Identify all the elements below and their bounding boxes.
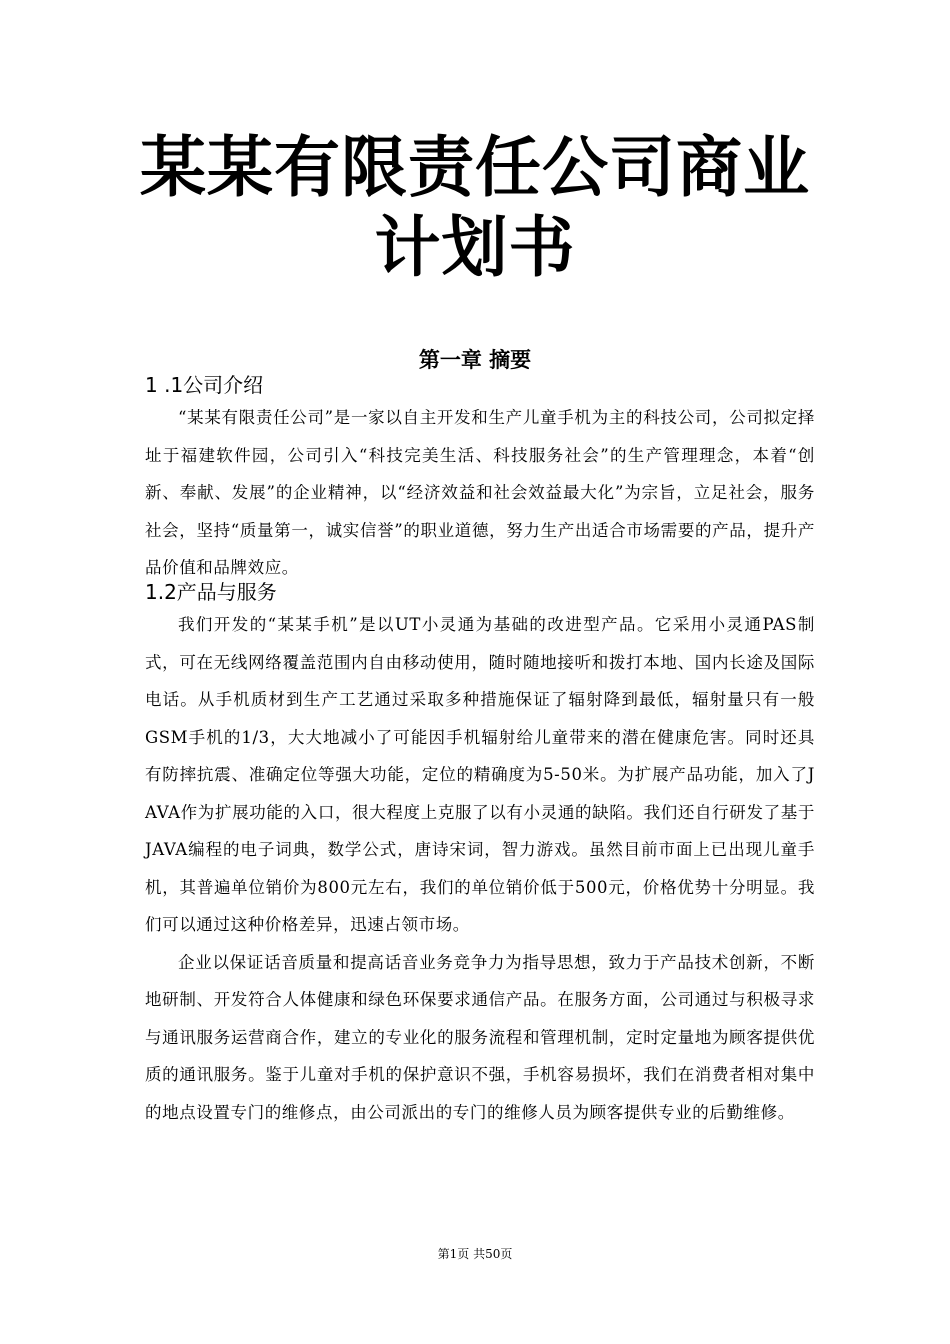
paragraph: 我们开发的“某某手机”是以UT小灵通为基础的改进型产品。它采用小灵通PAS制式，可在无线网络覆盖范围内自由移动使用，随时随地接听和拨打本地、国内长途及国际电话。从手机质材到生产工艺通过采取多种措施保证了辐射降到最低，辐射量只有一般GSM手机的1/3，大大地减小了可能因手机辐射给儿童带来的潜在健康危害。同时还具有防摔抗震、准确定位等强大功能，定位的精确度为5-50米。为扩展产品功能，加入了J AVA作为扩展功能的入口，很大程度上克服了以有小灵通的缺陷。我们还自行研发了基于JAVA编程的电子词典，数学公式，唐诗宋词，智力游戏。虽然目前市面上已出现儿童手机，其普遍单位销价为800元左右，我们的单位销价低于500元，价格优势十分明显。我们可以通过这种价格差异，迅速占领市场。 <box>145 615 815 934</box>
section-company-intro <box>145 371 815 587</box>
paragraph: “某某有限责任公司”是一家以自主开发和生产儿童手机为主的科技公司，公司拟定择址于福建软件园，公司引入“科技完美生活、科技服务社会”的生产管理理念，本着“创新、奉献、发展”的企业精神，以“经济效益和社会效益最大化”为宗旨，立足社会，服务社会，坚持“质量第一，诚实信誉”的职业道德，努力生产出适合市场需要的产品，提升产品价值和品牌效应。 <box>145 408 815 577</box>
document-title: 某某有限责任公司商业计划书 <box>140 129 810 286</box>
section-heading: 1 .1公司介绍 <box>145 373 264 397</box>
page-number-footer: 第1页 共50页 <box>437 1247 513 1261</box>
section-heading: 1.2产品与服务 <box>145 580 277 604</box>
chapter-title: 第一章 摘要 <box>418 347 532 372</box>
paragraph: 企业以保证话音质量和提高话音业务竞争力为指导思想，致力于产品技术创新，不断地研制、开发符合人体健康和绿色环保要求通信产品。在服务方面，公司通过与积极寻求与通讯服务运营商合作，建立的专业化的服务流程和管理机制，定时定量地为顾客提供优质的通讯服务。鉴于儿童对手机的保护意识不强，手机容易损坏，我们在消费者相对集中的地点设置专门的维修点，由公司派出的专门的维修人员为顾客提供专业的后勤维修。 <box>145 952 815 1122</box>
section-products-services <box>145 578 815 1131</box>
